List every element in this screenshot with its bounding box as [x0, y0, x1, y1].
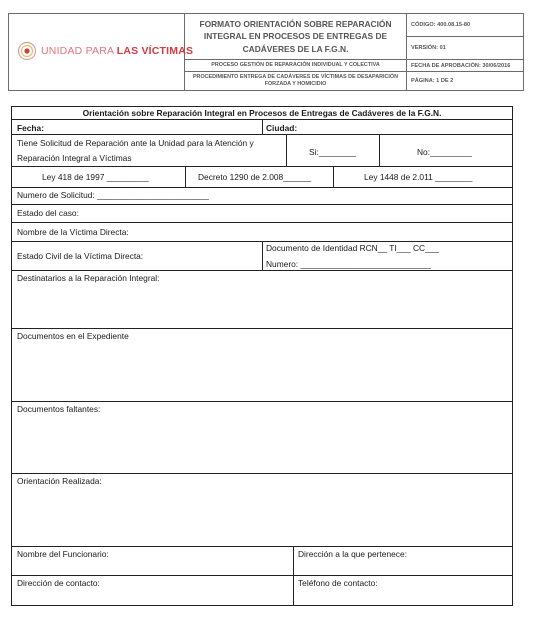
ley-418-field[interactable]: Ley 418 de 1997 _________ [42, 172, 149, 182]
divider [12, 270, 512, 271]
numero-documento-field[interactable]: Numero: ____________________________ [266, 259, 431, 269]
estado-caso-label: Estado del caso: [17, 208, 79, 218]
nombre-funcionario-label: Nombre del Funcionario: [17, 549, 109, 559]
direccion-pertenece-label: Dirección a la que pertenece: [298, 549, 407, 559]
procedure-name: PROCEDIMIENTO ENTREGA DE CADÁVERES DE VÍCTIMAS DE DESAPARICIÓN FORZADA Y HOMICIDIO [185, 72, 407, 90]
divider [12, 166, 512, 167]
process-name: PROCESO GESTIÓN DE REPARACIÓN INDIVIDUAL Y COLECTIVA [185, 60, 407, 72]
telefono-contacto-label: Teléfono de contacto: [298, 578, 378, 588]
divider [12, 187, 512, 188]
divider [262, 119, 263, 134]
emblem-icon [17, 41, 37, 61]
estado-civil-label: Estado Civil de la Víctima Directa: [17, 251, 144, 261]
documentos-faltantes-label: Documentos faltantes: [17, 404, 101, 414]
form-title: Orientación sobre Reparación Integral en Procesos de Entregas de Cadáveres de la F.G.N. [82, 108, 442, 118]
fecha-label: Fecha: [17, 123, 44, 133]
si-field[interactable]: Si:________ [309, 147, 357, 157]
unidad-victimas-logo [17, 41, 193, 61]
documentos-expediente-label: Documentos en el Expediente [17, 331, 129, 341]
logo-text: UNIDAD PARA LAS VÍCTIMAS [41, 45, 194, 57]
ley-1448-field[interactable]: Ley 1448 de 2.011 ________ [364, 172, 473, 182]
divider [185, 166, 186, 187]
decreto-1290-field[interactable]: Decreto 1290 de 2.008______ [198, 172, 312, 182]
document-version: VERSIÓN: 01 [407, 37, 523, 60]
divider [12, 473, 512, 474]
direccion-contacto-label: Dirección de contacto: [17, 578, 100, 588]
divider [12, 204, 512, 205]
divider [379, 134, 380, 166]
divider [12, 401, 512, 402]
divider [12, 328, 512, 329]
orientacion-label: Orientación Realizada: [17, 476, 102, 486]
document-code: CÓDIGO: 400.08.15-80 [407, 14, 523, 37]
divider [12, 575, 512, 576]
solicitud-label: Tiene Solicitud de Reparación ante la Unidad para la Atención y [17, 138, 254, 148]
numero-solicitud-field[interactable]: Numero de Solicitud: ________________________ [17, 190, 209, 200]
divider [333, 166, 334, 187]
documento-identidad-field[interactable]: Documento de Identidad RCN__ TI___ CC___ [266, 243, 440, 253]
page-number: PÁGINA: 1 DE 2 [411, 78, 454, 84]
divider [12, 222, 512, 223]
document-header [8, 13, 524, 91]
ciudad-label: Ciudad: [266, 123, 298, 133]
document-title: FORMATO ORIENTACIÓN SOBRE REPARACIÓN INTEGRAL EN PROCESOS DE ENTREGAS DE CADÁVERES DE LA F.G.N. [185, 14, 407, 60]
nombre-victima-label: Nombre de la Víctima Directa: [17, 227, 129, 237]
divider [262, 241, 263, 270]
approval-date: FECHA DE APROBACIÓN: 30/06/2016 [407, 60, 523, 72]
divider [12, 134, 512, 135]
divider [12, 546, 512, 547]
divider [293, 546, 294, 605]
solicitud-label-cont: Reparación Integral a Víctimas [17, 153, 132, 163]
logo-cell [9, 14, 194, 90]
destinatarios-label: Destinatarios a la Reparación Integral: [17, 273, 160, 283]
divider [286, 134, 287, 166]
orientation-form [11, 106, 513, 606]
no-field[interactable]: No:_________ [417, 147, 472, 157]
